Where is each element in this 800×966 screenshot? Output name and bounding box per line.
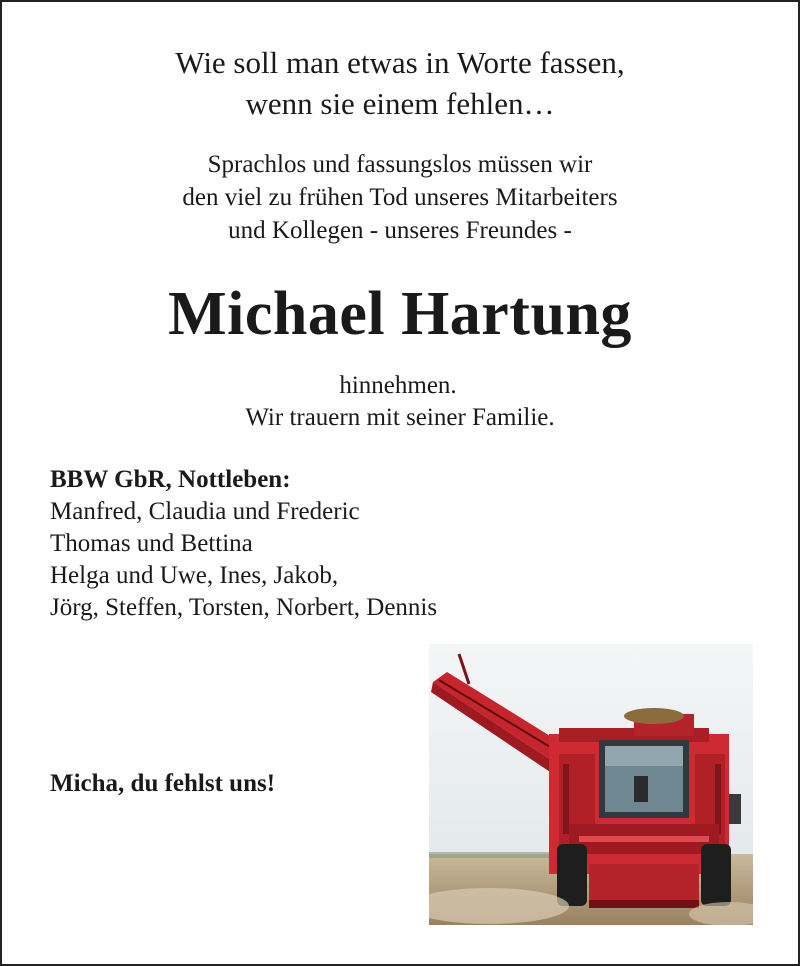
signer-line: Manfred, Claudia und Frederic <box>50 498 360 525</box>
outro-line: hinnehmen. <box>339 372 457 399</box>
company-name: BBW GbR, Nottleben: <box>50 466 291 493</box>
intro-line: den viel zu frühen Tod unseres Mitarbeiters <box>182 184 618 211</box>
signer-line: Helga und Uwe, Ines, Jakob, <box>50 562 339 589</box>
outro-line: Wir trauern mit seiner Familie. <box>245 404 555 431</box>
motto <box>2 42 798 124</box>
intro-text <box>2 148 798 247</box>
motto-line: Wie soll man etwas in Worte fassen, <box>175 45 625 80</box>
deceased-name: Michael Hartung <box>168 280 632 348</box>
intro-line: Sprachlos und fassungslos müssen wir <box>207 151 593 178</box>
signer-line: Jörg, Steffen, Torsten, Norbert, Dennis <box>50 594 438 621</box>
harvester-photo <box>429 644 753 925</box>
signers-block <box>50 464 437 624</box>
motto-line: wenn sie einem fehlen… <box>245 86 555 121</box>
intro-line: und Kollegen - unseres Freundes - <box>228 217 572 244</box>
outro-text <box>2 370 798 434</box>
signer-line: Thomas und Bettina <box>50 530 253 557</box>
closing-line: Micha, du fehlst uns! <box>50 770 276 797</box>
